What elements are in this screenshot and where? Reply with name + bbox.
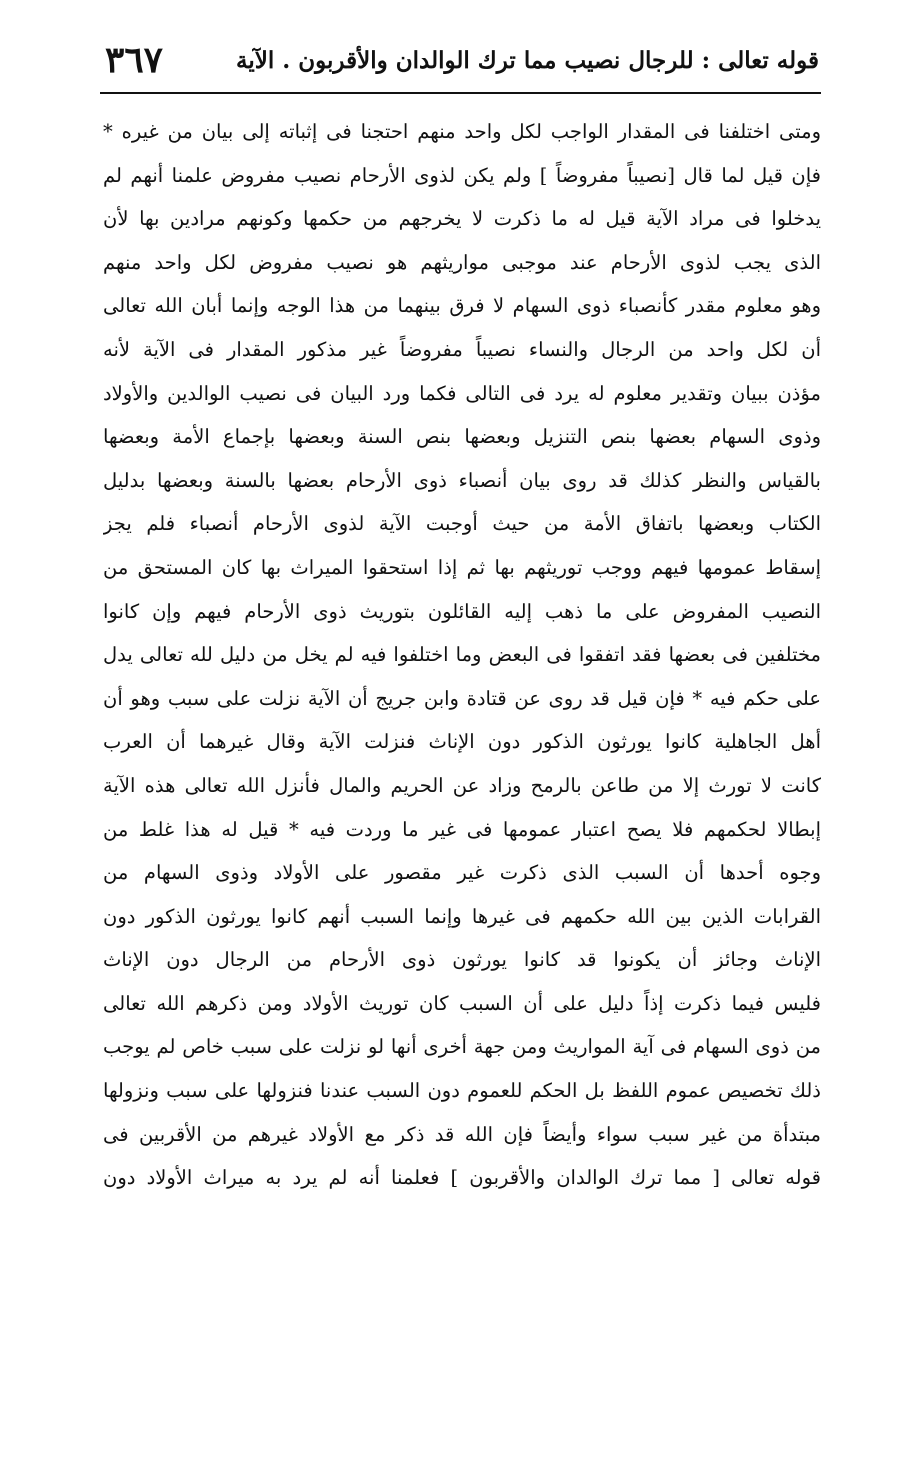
text-line: على حكم فيه * فإن قيل قد روى عن قتادة وابن جريج أن الآية نزلت على سبب وهو أن [103,686,821,710]
text-line: أن لكل واحد من الرجال والنساء نصيباً مفروضاً غير مذكور المقدار فى الآية لأنه [103,337,821,361]
text-line: أهل الجاهلية كانوا يورثون الذكور دون الإناث فنزلت الآية وقال غيرهما أن العرب [103,730,821,754]
text-line: فإن قيل لما قال [نصيباً مفروضاً ] ولم يكن لذوى الأرحام نصيب مفروض علمنا أنهم لم [103,163,821,187]
text-line: النصيب المفروض على ما ذهب إليه القائلون بتوريث ذوى الأرحام فيهم وإن كانوا [103,599,821,623]
text-line: ومتى اختلفنا فى المقدار الواجب لكل واحد منهم احتجنا فى إثباته إلى بيان من غيره * [103,120,821,143]
text-line: وجوه أحدها أن السبب الذى ذكرت غير مقصور على الأولاد وذوى السهام من [103,861,821,885]
text-line: الإناث وجائز أن يكونوا قد كانوا يورثون ذوى الأرحام من الرجال دون الإناث [103,948,821,972]
text-line: القرابات الذين بين الله حكمهم فى غيرها وإنما السبب أنهم كانوا يورثون الذكور دون [103,904,821,928]
header-divider [100,92,821,94]
text-line: وهو معلوم مقدر كأنصباء ذوى السهام لا فرق بينهما من هذا الوجه وإنما أبان الله تعالى [103,294,821,318]
body-text [103,110,821,1200]
text-line: من ذوى السهام فى آية المواريث ومن جهة أخرى أنها لو نزلت على سبب خاص لم يوجب [103,1035,821,1059]
running-title: قوله تعالى : للرجال نصيب مما ترك الوالدان والأقربون . الآية [235,46,819,74]
text-line: كانت لا تورث إلا من طاعن بالرمح وزاد عن الحريم والمال فأنزل الله تعالى هذه الآية [103,773,821,797]
text-line: بالقياس والنظر كذلك قد روى بيان أنصباء ذوى الأرحام بعضها بالسنة وبعضها بدليل [103,468,821,492]
page-header [105,34,819,86]
text-line: مختلفين فى بعضها فقد اتفقوا فى البعض وما اختلفوا فيه لم يخل من دليل لله تعالى يدل [103,643,821,667]
text-line: يدخلوا فى مراد الآية قيل له ما ذكرت لا يخرجهم من حكمها وكونهم مرادين بها لأن [103,207,821,231]
text-line: الكتاب وبعضها باتفاق الأمة من حيث أوجبت الآية لذوى الأرحام أنصباء فلم يجز [103,512,821,536]
page-number: ٣٦٧ [105,39,164,81]
text-line: وذوى السهام بعضها بنص التنزيل وبعضها بنص السنة وبعضها بإجماع الأمة وبعضها [103,425,821,449]
text-line: مؤذن ببيان وتقدير معلوم له يرد فى التالى فكما ورد البيان فى نصيب الوالدين والأولاد [103,381,821,405]
text-line: الذى يجب لذوى الأرحام عند موجبى مواريثهم هو نصيب مفروض لكل واحد منهم [103,250,821,274]
text-line: إسقاط عمومها فيهم ووجب توريثهم بها ثم إذا استحقوا الميراث بها كان المستحق من [103,555,821,579]
text-line: قوله تعالى [ مما ترك الوالدان والأقربون ] فعلمنا أنه لم يرد به ميراث الأولاد دون [103,1166,821,1190]
text-line: مبتدأة من غير سبب سواء وأيضاً فإن الله قد ذكر مع الأولاد غيرهم من الأقربين فى [103,1122,821,1146]
text-line: فليس فيما ذكرت إذاً دليل على أن السبب كان توريث الأولاد ومن ذكرهم الله تعالى [103,991,821,1015]
text-line: إبطالا لحكمهم فلا يصح اعتبار عمومها فى غير ما وردت فيه * قيل له هذا غلط من [103,817,821,841]
text-line: ذلك تخصيص عموم اللفظ بل الحكم للعموم دون السبب عندنا فنزولها على سبب ونزولها [103,1079,821,1103]
